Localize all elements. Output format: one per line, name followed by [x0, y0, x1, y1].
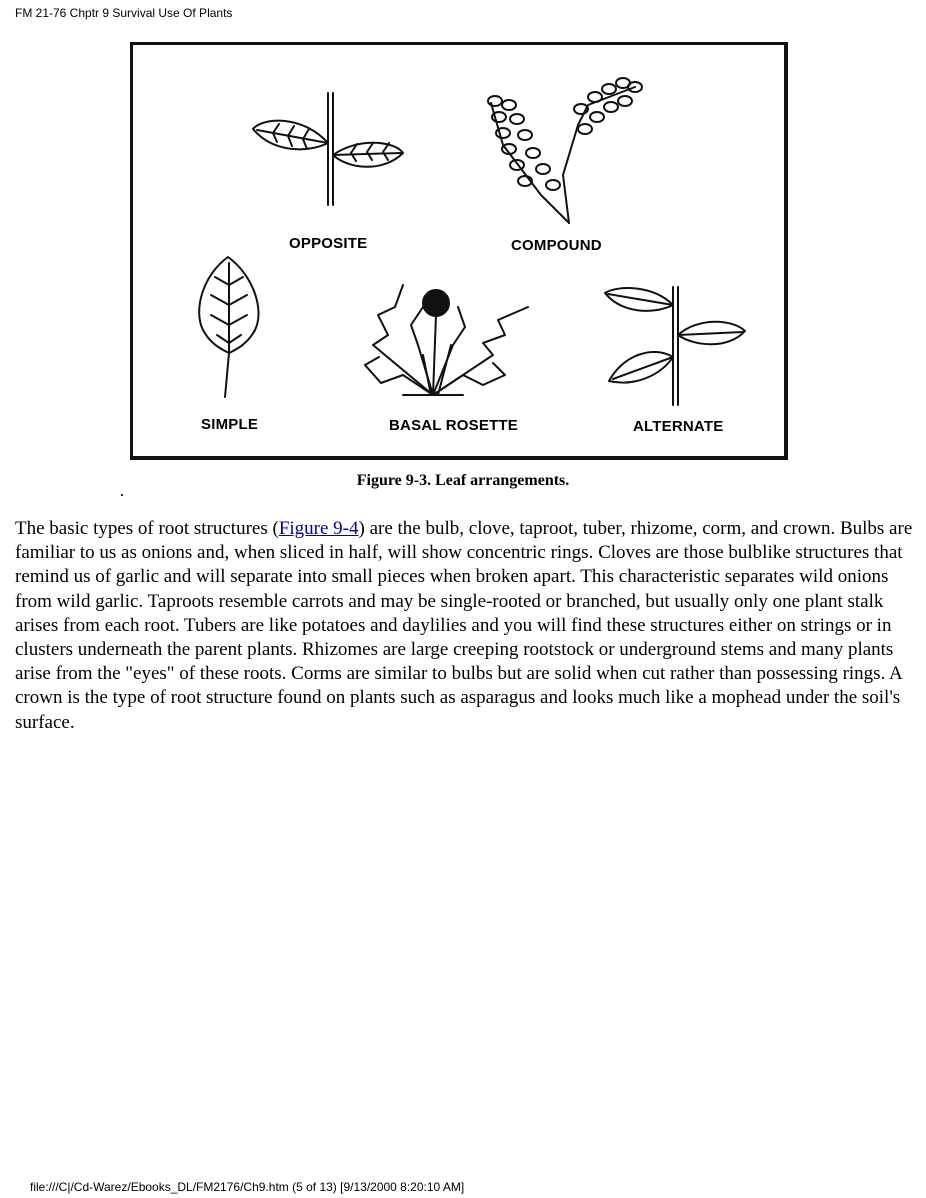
paragraph-text-start: The basic types of root structures ( — [15, 518, 279, 539]
body-paragraph — [15, 517, 915, 735]
figure-caption: Figure 9-3. Leaf arrangements. — [356, 472, 570, 489]
paragraph-text-rest: ) are the bulb, clove, taproot, tuber, rhizome, corm, and crown. Bulbs are familiar to us as onions and, when sliced in half, will show concentric rings. Cloves are those bulblike structures that remind us of garlic and will separate into small pieces when broken apart. This characteristic separates wild onions from wild garlic. Taproots resemble carrots and may be single-rooted or branched, but usually only one plant stalk arises from each root. Tubers are like potatoes and daylilies and you will find these structures either on strings or in clusters underneath the parent plants. Rhizomes are large creeping rootstock or underground stems and many plants arise from the "eyes" of these roots. Corms are similar to bulbs but are solid when cut rather than possessing rings. A crown is the type of root structure found on plants such as asparagus and looks much like a mophead under the soil's surface. — [15, 518, 913, 733]
compound-leaf-drawing — [488, 78, 642, 223]
alternate-leaf-drawing — [605, 287, 745, 405]
leaf-illustrations — [133, 45, 784, 456]
basal-rosette-drawing — [365, 285, 528, 395]
page-header-title: FM 21-76 Chptr 9 Survival Use Of Plants — [15, 6, 233, 20]
label-basal-rosette: BASAL ROSETTE — [389, 417, 519, 434]
page-footer-url: file:///C|/Cd-Warez/Ebooks_DL/FM2176/Ch9.htm (5 of 13) [9/13/2000 8:20:10 AM] — [30, 1180, 465, 1194]
stray-mark — [121, 494, 123, 496]
figure-9-4-link[interactable]: Figure 9-4 — [278, 518, 359, 539]
simple-leaf-drawing — [199, 257, 258, 397]
opposite-leaf-drawing — [253, 93, 403, 205]
label-compound: COMPOUND — [511, 237, 602, 254]
label-opposite: OPPOSITE — [289, 235, 368, 252]
label-simple: SIMPLE — [201, 416, 259, 433]
label-alternate: ALTERNATE — [633, 418, 724, 435]
leaf-arrangements-figure — [130, 42, 788, 460]
